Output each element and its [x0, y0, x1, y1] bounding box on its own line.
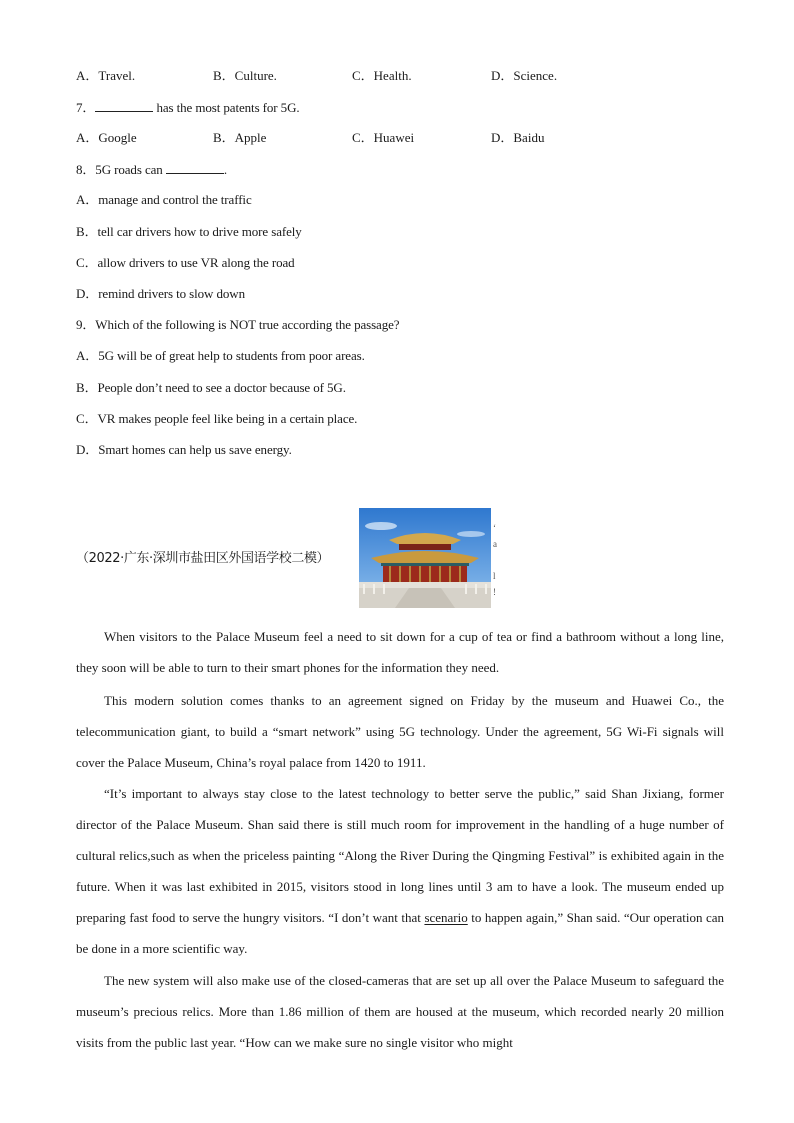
q6-option-d[interactable]: D．Science. — [491, 68, 558, 83]
image-edge-marks: ‘ a l ! — [493, 523, 497, 597]
palace-museum-photo — [359, 508, 491, 608]
q6-option-c[interactable]: C．Health. — [352, 68, 412, 83]
q6-option-b[interactable]: B．Culture. — [213, 68, 277, 83]
q8-option-d[interactable]: D．remind drivers to slow down — [76, 286, 245, 301]
palace-illustration — [359, 508, 491, 608]
q8-option-a[interactable]: A．manage and control the traffic — [76, 192, 252, 207]
q7-stem: 7． has the most patents for 5G. — [76, 100, 300, 115]
q8-option-c[interactable]: C．allow drivers to use VR along the road — [76, 255, 295, 270]
q8-blank — [166, 161, 224, 174]
passage-paragraph-1: When visitors to the Palace Museum feel a need to sit down for a cup of tea or find a bathroom without a long line, they soon will be able to turn to their smart phones for the information they need. — [76, 629, 724, 675]
q9-option-c[interactable]: C．VR makes people feel like being in a certain place. — [76, 411, 358, 426]
passage-paragraph-2: This modern solution comes thanks to an agreement signed on Friday by the museum and Huawei Co., the telecommunication giant, to build a “smart network” using 5G technology. Under the agreement, 5G Wi-Fi signals will cover the Palace Museum, China’s royal palace from 1420 to 1911. — [76, 693, 724, 770]
q7-option-d[interactable]: D．Baidu — [491, 130, 545, 145]
passage-source: （2022·广东·深圳市盐田区外国语学校二模） — [76, 551, 330, 566]
q9-option-a[interactable]: A．5G will be of great help to students from poor areas. — [76, 348, 365, 363]
q7-option-a[interactable]: A．Google — [76, 130, 137, 145]
q9-stem: 9．Which of the following is NOT true according the passage? — [76, 317, 400, 332]
q9-option-d[interactable]: D．Smart homes can help us save energy. — [76, 442, 292, 457]
q7-option-c[interactable]: C．Huawei — [352, 130, 415, 145]
q9-option-b[interactable]: B．People don’t need to see a doctor because of 5G. — [76, 380, 346, 395]
passage-paragraph-3: “It’s important to always stay close to the latest technology to better serve the public,” said Shan Jixiang, former director of the Palace Museum. Shan said there is still much room for improvement in the handling of a huge number of cultural relics,such as when the priceless painting “Along the River During the Qingming Festival” is exhibited again in the future. When it was last exhibited in 2015, visitors stood in long lines until 3 am to have a look. The museum ended up preparing fast food to serve the hungry visitors. “I don’t want that scenario to happen again,” Shan said. “Our operation can be done in a more scientific way. — [76, 786, 724, 956]
q7-blank — [95, 99, 153, 112]
q8-option-b[interactable]: B．tell car drivers how to drive more safely — [76, 224, 302, 239]
q7-option-b[interactable]: B．Apple — [213, 130, 267, 145]
q8-stem: 8．5G roads can . — [76, 162, 227, 177]
passage-paragraph-4: The new system will also make use of the closed-cameras that are set up all over the Palace Museum to safeguard the museum’s precious relics. More than 1.86 million of them are housed at the museum, which recorded nearly 20 million visits from the public last year. “How can we make sure no single visitor who might — [76, 973, 724, 1050]
underlined-word: scenario — [424, 910, 468, 925]
q6-option-a[interactable]: A．Travel. — [76, 68, 136, 83]
